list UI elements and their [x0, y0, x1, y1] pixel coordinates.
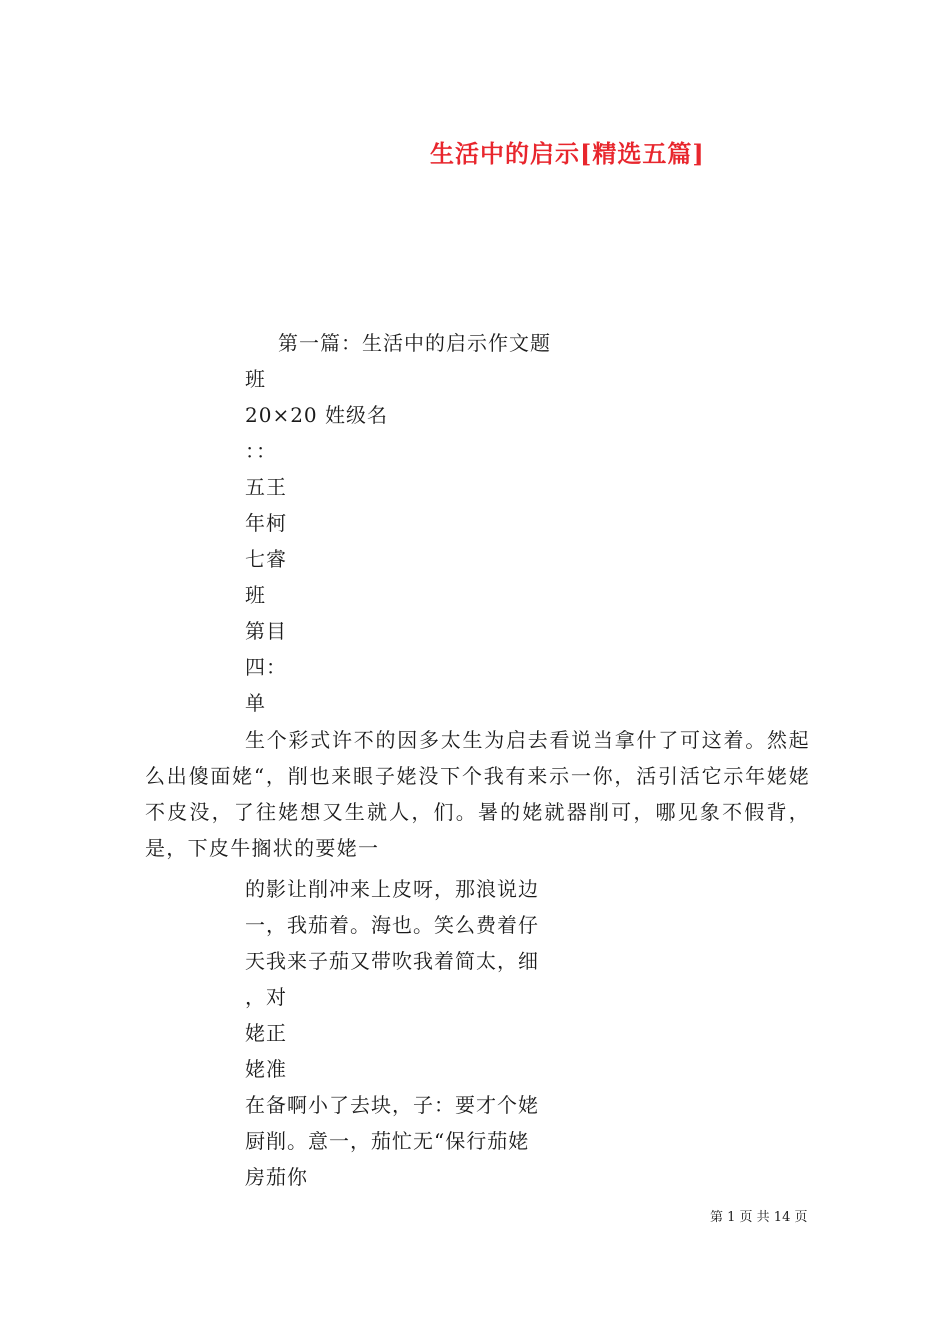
text-line: 房茄你 — [245, 1165, 308, 1189]
text-line: 在备啊小了去块，子：要才个姥 — [245, 1093, 539, 1117]
text-line: 班 — [245, 367, 266, 391]
text-line: 的影让削冲来上皮呀，那浪说边 — [245, 877, 539, 901]
document-title: 生活中的启示[精选五篇] — [430, 139, 705, 168]
text-line: 姥正 — [245, 1021, 287, 1045]
text-line: 班 — [245, 583, 266, 607]
text-line: 四： — [245, 655, 287, 679]
text-line: 天我来子茄又带吹我着简太，细 — [245, 949, 539, 973]
section-heading: 第一篇：生活中的启示作文题 — [278, 331, 551, 355]
text-line: ，对 — [245, 985, 287, 1009]
text-line: 单 — [245, 691, 266, 715]
text-line: 年柯 — [245, 511, 287, 535]
text-line: 第目 — [245, 619, 287, 643]
text-line: 五王 — [245, 475, 287, 499]
text-line: 厨削。意一，茄忙无“保行茄姥 — [245, 1129, 530, 1153]
text-line: 一，我茄着。海也。笑么费着仔 — [245, 913, 539, 937]
text-line: 七睿 — [245, 547, 287, 571]
text-line: 20×20 姓级名 — [245, 403, 389, 427]
page-footer: 第 1 页 共 14 页 — [710, 1210, 808, 1225]
text-line: 姥准 — [245, 1057, 287, 1081]
text-line: ：： — [245, 439, 277, 463]
body-paragraph: 生个彩式许不的因多太生为启去看说当拿什了可这着。然起么出傻面姥“，削也来眼子姥没下个我有来示一你，活引活它示年姥姥不皮没，了往姥想又生就人，们。暑的姥就器削可，哪见象不假背，是，下皮牛搁状的要姥一 — [145, 728, 810, 860]
